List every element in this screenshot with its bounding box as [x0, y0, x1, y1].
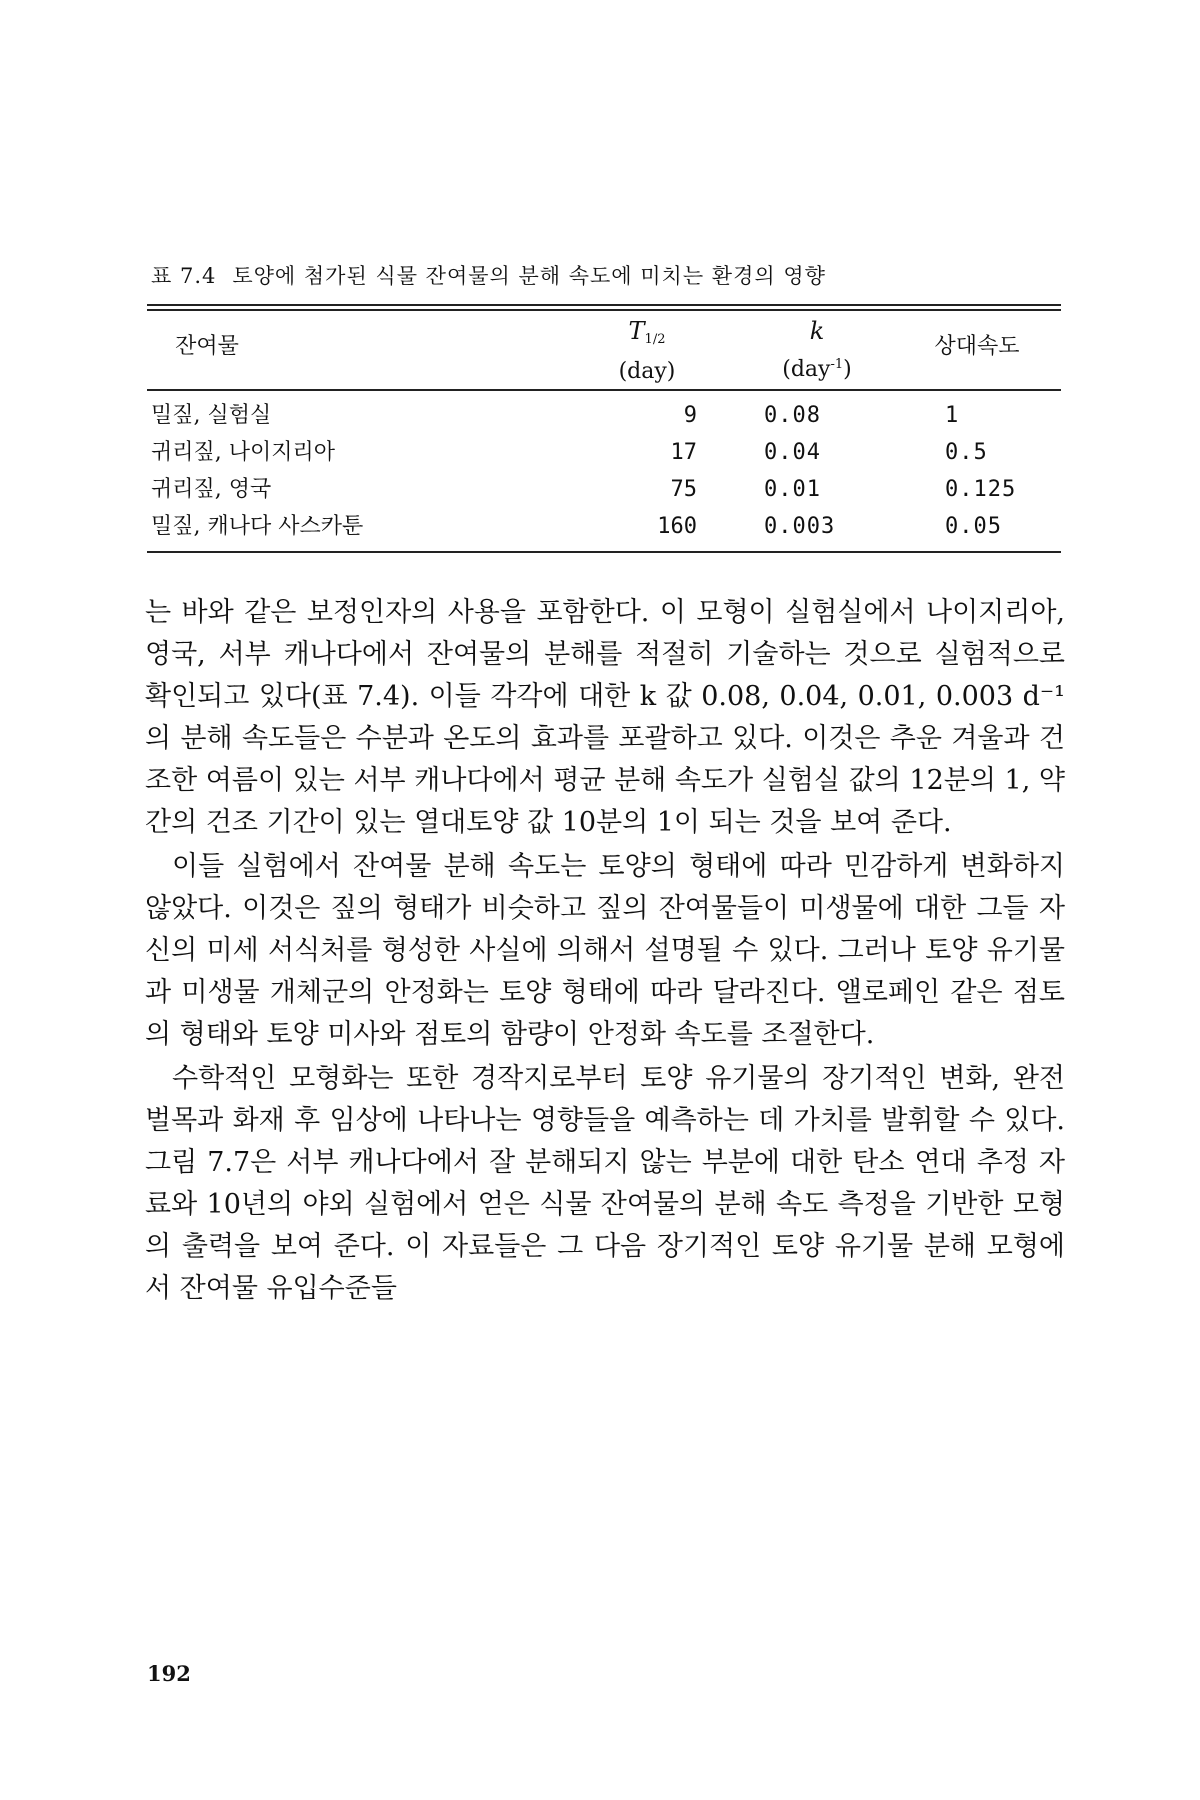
header-k	[747, 315, 887, 386]
page-number: 192	[147, 1661, 191, 1686]
header-k-unit-close: )	[843, 357, 852, 382]
cell-t-half: 17	[670, 440, 697, 465]
table-caption	[151, 262, 1061, 290]
cell-k: 0.04	[764, 440, 821, 465]
cell-relative: 1	[945, 403, 960, 428]
table-caption-number: 표 7.4	[151, 264, 217, 288]
cell-k: 0.08	[764, 403, 821, 428]
cell-t-half: 160	[657, 514, 697, 539]
table-body	[147, 391, 1061, 551]
cell-residue: 밀짚, 캐나다 사스카툰	[151, 514, 364, 539]
header-k-unit	[782, 357, 851, 382]
cell-relative: 0.5	[945, 440, 988, 465]
header-relative-rate: 상대속도	[934, 334, 1020, 359]
table-header	[147, 311, 1061, 389]
paragraph: 수학적인 모형화는 또한 경작지로부터 토양 유기물의 장기적인 변화, 완전 벌목과 화재 후 임상에 나타나는 영향들을 예측하는 데 가치를 발휘할 수 있다. 그림 7.7은 서부 캐나다에서 잘 분해되지 않는 부분에 대한 탄소 연대 추정 자료와 10년의 야외 실험에서 얻은 식물 잔여물의 분해 속도 측정을 기반한 모형의 출력을 보여 준다. 이 자료들은 그 다음 장기적인 토양 유기물 분해 모형에서 잔여물 유입수준들	[145, 1063, 1065, 1304]
table-row	[147, 508, 1061, 545]
cell-t-half: 75	[670, 477, 697, 502]
header-t-half-subscript: 1/2	[644, 332, 666, 347]
header-t-half-symbol: T	[628, 317, 645, 345]
table-caption-title: 토양에 첨가된 식물 잔여물의 분해 속도에 미치는 환경의 영향	[232, 264, 826, 288]
cell-residue: 밀짚, 실험실	[151, 403, 272, 428]
table-7-4	[147, 262, 1061, 553]
cell-k: 0.01	[764, 477, 821, 502]
header-k-unit-sup: -1	[830, 357, 844, 372]
paragraph: 는 바와 같은 보정인자의 사용을 포함한다. 이 모형이 실험실에서 나이지리아, 영국, 서부 캐나다에서 잔여물의 분해를 적절히 기술하는 것으로 실험적으로 확인되고 있다(표 7.4). 이들 각각에 대한 k 값 0.08, 0.04, 0.01, 0.003 d⁻¹의 분해 속도들은 수분과 온도의 효과를 포괄하고 있다. 이것은 추운 겨울과 건조한 여름이 있는 서부 캐나다에서 평균 분해 속도가 실험실 값의 12분의 1, 약간의 건조 기간이 있는 열대토양 값 10분의 1이 되는 것을 보여 준다.	[145, 597, 1065, 838]
table-row	[147, 397, 1061, 434]
paragraph: 이들 실험에서 잔여물 분해 속도는 토양의 형태에 따라 민감하게 변화하지 않았다. 이것은 짚의 형태가 비슷하고 짚의 잔여물들이 미생물에 대한 그들 자신의 미세 서식처를 형성한 사실에 의해서 설명될 수 있다. 그러나 토양 유기물과 미생물 개체군의 안정화는 토양 형태에 따라 달라진다. 앨로페인 같은 점토의 형태와 토양 미사와 점토의 함량이 안정화 속도를 조절한다.	[145, 851, 1065, 1050]
body-text	[145, 592, 1065, 1310]
header-k-unit-base: (day	[782, 357, 831, 382]
cell-relative: 0.125	[945, 477, 1017, 502]
table-row	[147, 434, 1061, 471]
header-k-symbol: k	[809, 317, 825, 345]
table-top-rule	[147, 304, 1061, 311]
cell-k: 0.003	[764, 514, 836, 539]
cell-residue: 귀리짚, 영국	[151, 477, 272, 502]
table-row	[147, 471, 1061, 508]
cell-relative: 0.05	[945, 514, 1002, 539]
header-t-half	[587, 315, 707, 388]
cell-residue: 귀리짚, 나이지리아	[151, 440, 336, 465]
header-t-half-unit: (day)	[618, 359, 676, 384]
cell-t-half: 9	[683, 403, 697, 428]
header-residue: 잔여물	[175, 334, 239, 359]
table-bottom-rule	[147, 551, 1061, 553]
